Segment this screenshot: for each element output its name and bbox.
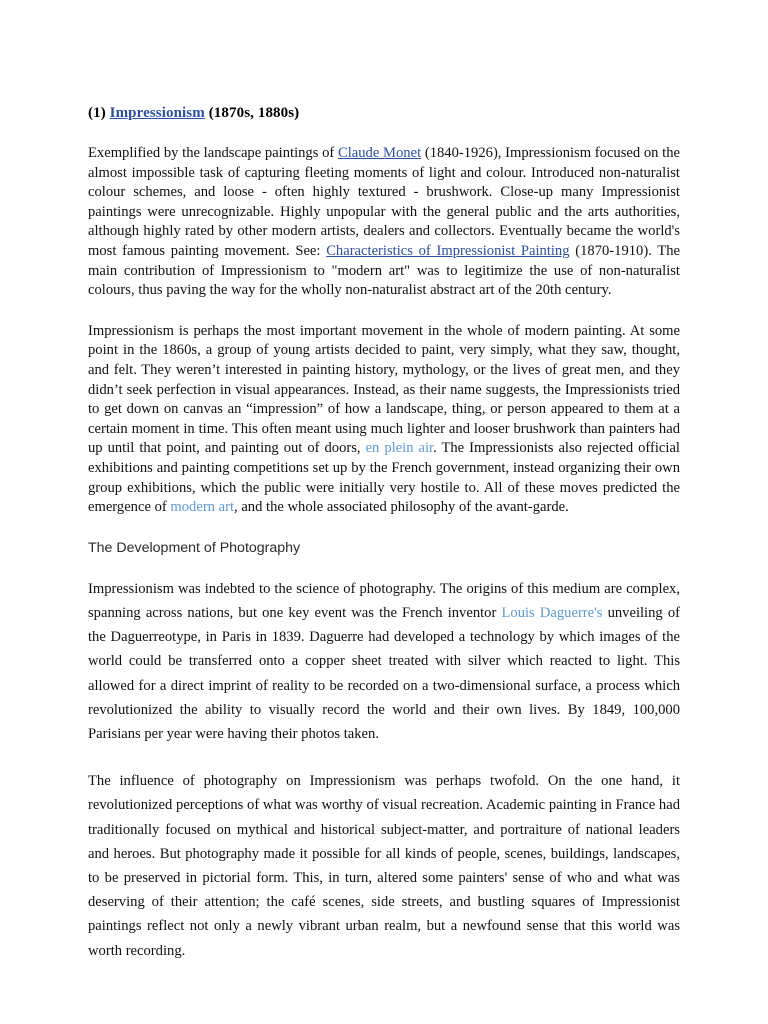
paragraph-influence [88, 769, 680, 963]
intro-text-4: (1870-1910). The main contribution of Impressionism to "modern art" was to legitimize the use of non-naturalist colours, thus paving the way for the wholly non-naturalist abstract art of the 20th century. [88, 242, 681, 299]
movement-text-2: . The Impressionists also rejected official exhibitions and painting competitions set up by the French government, instead organizing their own group exhibitions, which the public were initially very hostile to. All of these moves predicted the emergence of [88, 440, 680, 516]
heading-link-impressionism[interactable]: Impressionism [109, 105, 205, 121]
daguerre-text-2: unveiling of the Daguerreotype, in Paris in 1839. Daguerre had developed a technology by which images of the world could be transferred onto a copper sheet treated with silver which reacted to light. This allowed for a direct imprint of reality to be recorded on a two-dimensional surface, a process which revolutionized the ability to visually record the world and their own lives. By 1849, 100,000 Parisians per year were having their photos taken. [88, 604, 680, 742]
section-heading-photography: The Development of Photography [88, 539, 301, 556]
influence-text-0: The influence of photography on Impressionism was perhaps twofold. On the one hand, it revolutionized perceptions of what was worthy of visual recreation. Academic painting in France had traditionally focused on mythical and historical subject-matter, and portraiture of national leaders and heroes. But photography made it possible for all kinds of people, scenes, buildings, landscapes, to be preserved in pictorial form. This, in turn, altered some painters' sense of who and what was deserving of their attention; the café scenes, side streets, and bustling squares of Impressionist paintings reflect not only a newly vibrant urban realm, but a newfound sense that this world was worth recording. [88, 773, 680, 959]
paragraph-movement [88, 322, 680, 518]
heading-number: (1) [88, 105, 110, 121]
daguerre-text-0: Impressionism was indebted to the science of photography. The origins of this medium are complex, spanning across nations, but one key event was the French inventor [88, 580, 680, 621]
movement-text-0: Impressionism is perhaps the most important movement in the whole of modern painting. At some point in the 1860s, a group of young artists decided to paint, very simply, what they saw, thought, and felt. They weren’t interested in painting history, mythology, or the lives of great men, and they didn’t seek perfection in visual appearances. Instead, as their name suggests, the Impressionists tried to get down on canvas an “impression” of how a landscape, thing, or person appeared to them at a certain moment in time. This often meant using much lighter and looser brushwork than painters had up until that point, and painting out of doors, [88, 322, 680, 457]
heading-suffix: (1870s, 1880s) [204, 105, 300, 121]
movement-link-modern-art[interactable]: modern art [170, 499, 235, 516]
movement-text-4: , and the whole associated philosophy of the avant-garde. [234, 499, 569, 516]
intro-link-claude-monet[interactable]: Claude Monet [337, 145, 422, 161]
paragraph-intro [88, 144, 680, 301]
intro-text-0: Exemplified by the landscape paintings of [88, 145, 338, 161]
daguerre-link-louis-daguerre-s[interactable]: Louis Daguerre's [501, 604, 603, 621]
intro-text-2: (1840-1926), Impressionism focused on the almost impossible task of capturing fleeting moments of light and colour. Introduced non-naturalist colour schemes, and loose - often highly textured - brushwork. Close-up many Impressionist paintings were unrecognizable. Highly unpopular with the general public and the arts authorities, although highly rated by other modern artists, dealers and collectors. Eventually became the world's most famous painting movement. See: [88, 145, 681, 259]
paragraph-daguerre [88, 577, 680, 746]
intro-link-characteristics-of-impressionist-painting[interactable]: Characteristics of Impressionist Painting [326, 242, 570, 259]
page-title [88, 104, 680, 123]
movement-link-en-plein-air[interactable]: en plein air [365, 440, 434, 457]
document-content [88, 104, 680, 986]
